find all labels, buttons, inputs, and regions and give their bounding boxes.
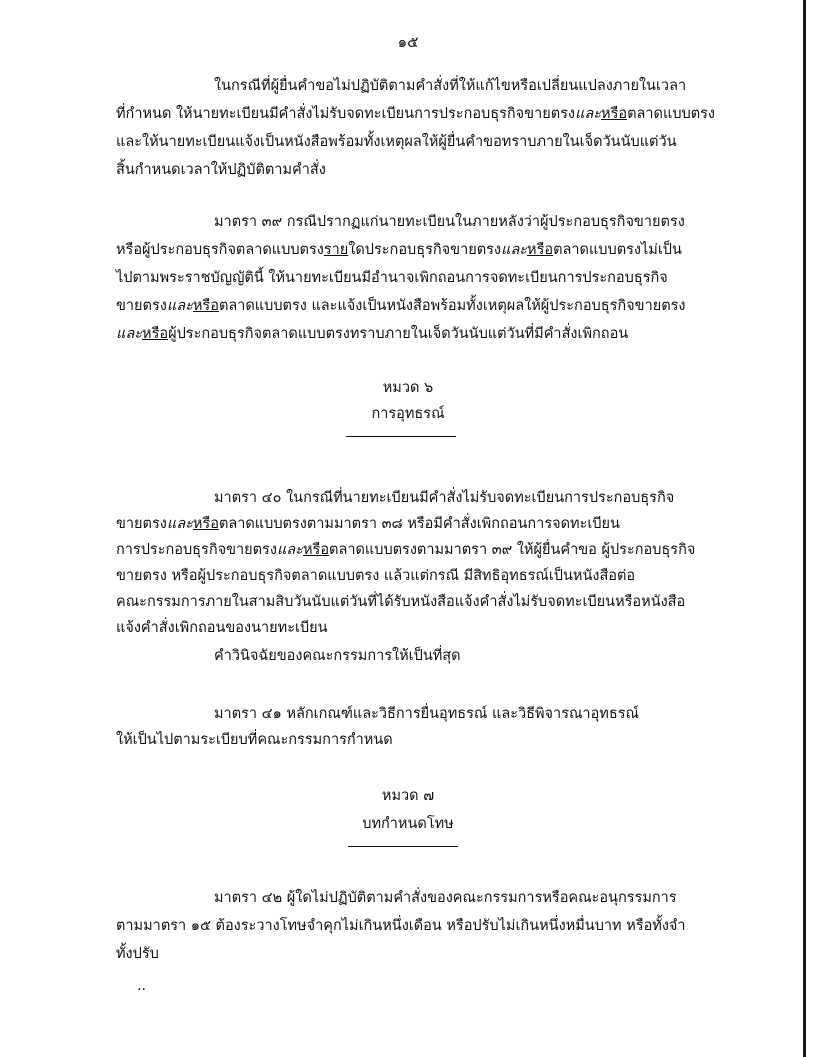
sec40-line4: ขายตรง หรือผู้ประกอบธุรกิจตลาดแบบตรง แล้วแต่กรณี มีสิทธิอุทธรณ์เป็นหนังสือต่อ (116, 568, 636, 584)
sec39-line1: มาตรา ๓๙ กรณีปรากฏแก่นายทะเบียนในภายหลังว่าผู้ประกอบธุรกิจขายตรง (214, 214, 685, 230)
sec40-line2: ขายตรงและหรือตลาดแบบตรงตามมาตรา ๓๘ หรือมีคำสั่งเพิกถอนการจดทะเบียน (116, 516, 620, 532)
struck-text: และ (166, 516, 193, 532)
underlined-text: หรือ (192, 516, 219, 532)
sec42-line2: ตามมาตรา ๑๕ ต้องระวางโทษจำคุกไม่เกินหนึ่งเดือน หรือปรับไม่เกินหนึ่งหมื่นบาท หรือทั้งจำ (116, 918, 686, 934)
sec39-line5: และหรือผู้ประกอบธุรกิจตลาดแบบตรงทราบภายในเจ็ดวันนับแต่วันที่มีคำสั่งเพิกถอน (116, 326, 629, 342)
underlined-text: หรือ (142, 326, 169, 342)
sec40-line6: แจ้งคำสั่งเพิกถอนของนายทะเบียน (116, 620, 328, 636)
sec42-line1: มาตรา ๔๒ ผู้ใดไม่ปฏิบัติตามคำสั่งของคณะกรรมการหรือคณะอนุกรรมการ (214, 890, 677, 906)
struck-text: และ (575, 106, 602, 122)
sec39-line4: ขายตรงและหรือตลาดแบบตรง และแจ้งเป็นหนังสือพร้อมทั้งเหตุผลให้ผู้ประกอบธุรกิจขายตรง (116, 298, 686, 314)
underlined-text: หรือ (192, 298, 219, 314)
sec39-line3: ไปตามพระราชบัญญัตินี้ ให้นายทะเบียนมีอำนาจเพิกถอนการจดทะเบียนการประกอบธุรกิจ (116, 270, 668, 286)
struck-text: และ (501, 242, 528, 258)
struck-text: และ (116, 326, 143, 342)
underlined-text: หรือ (527, 242, 554, 258)
para1-line4: สิ้นกำหนดเวลาให้ปฏิบัติตามคำสั่ง (116, 162, 326, 178)
chapter6-number: หมวด ๖ (382, 380, 434, 396)
sec41-line2: ให้เป็นไปตามระเบียบที่คณะกรรมการกำหนด (116, 732, 393, 748)
struck-text: และ (276, 542, 303, 558)
para1-line2: ที่กำหนด ให้นายทะเบียนมีคำสั่งไม่รับจดทะเบียนการประกอบธุรกิจขายตรงและหรือตลาดแบบตรง (116, 106, 716, 122)
struck-text: และ (166, 298, 193, 314)
underlined-text: หรือ (601, 106, 628, 122)
chapter7-number: หมวด ๗ (381, 788, 435, 804)
para1-line3: และให้นายทะเบียนแจ้งเป็นหนังสือพร้อมทั้งเหตุผลให้ผู้ยื่นคำขอทราบภายในเจ็ดวันนับแต่วัน (116, 134, 677, 150)
stray-mark: .. (137, 978, 146, 994)
underlined-text: ราย (323, 242, 349, 258)
sec39-line2: หรือผู้ประกอบธุรกิจตลาดแบบตรงรายใดประกอบธุรกิจขายตรงและหรือตลาดแบบตรงไม่เป็น (116, 242, 682, 258)
chapter7-title: บทกำหนดโทษ (362, 816, 454, 832)
page-number: ๑๕ (397, 33, 419, 51)
chapter6-title: การอุทธรณ์ (371, 406, 445, 422)
chapter6-rule (346, 436, 456, 437)
sec40-line7: คำวินิจฉัยของคณะกรรมการให้เป็นที่สุด (214, 648, 461, 664)
para1-line1: ในกรณีที่ผู้ยื่นคำขอไม่ปฏิบัติตามคำสั่งที่ให้แก้ไขหรือเปลี่ยนแปลงภายในเวลา (214, 78, 687, 94)
sec40-line1: มาตรา ๔๐ ในกรณีที่นายทะเบียนมีคำสั่งไม่รับจดทะเบียนการประกอบธุรกิจ (214, 490, 675, 506)
scan-page-edge (803, 0, 806, 1057)
underlined-text: หรือ (302, 542, 330, 558)
sec42-line3: ทั้งปรับ (116, 946, 159, 962)
sec40-line5: คณะกรรมการภายในสามสิบวันนับแต่วันที่ได้รับหนังสือแจ้งคำสั่งไม่รับจดทะเบียนหรือหนังสือ (116, 594, 686, 610)
sec41-line1: มาตรา ๔๑ หลักเกณฑ์และวิธีการยื่นอุทธรณ์ และวิธีพิจารณาอุทธรณ์ (214, 706, 639, 722)
chapter7-rule (348, 846, 458, 847)
sec40-line3: การประกอบธุรกิจขายตรงและหรือตลาดแบบตรงตามมาตรา ๓๙ ให้ผู้ยื่นคำขอ ผู้ประกอบธุรกิจ (116, 542, 696, 558)
